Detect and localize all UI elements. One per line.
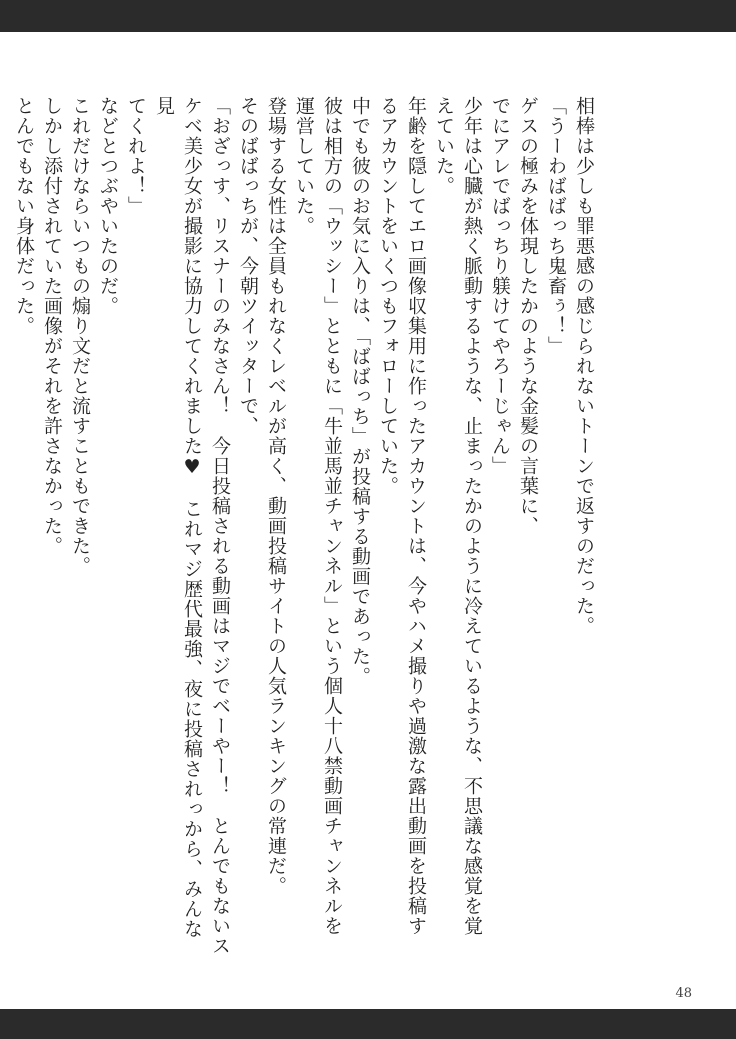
text-line: てくれよ！」 <box>125 96 147 216</box>
text-line: 登場する女性は全員もれなくレベルが高く、動画投稿サイトの人気ランキングの常連だ。 <box>265 96 287 896</box>
page-number: 48 <box>675 986 692 1001</box>
top-border-bar <box>0 0 736 32</box>
text-line: でにアレでばっちり躾けてやろーじゃん」 <box>489 96 511 476</box>
text-line: 相棒は少しも罪悪感の感じられないトーンで返すのだった。 <box>573 96 595 636</box>
text-line: 中でも彼のお気に入りは、「ばばっち」が投稿する動画であった。 <box>349 96 371 687</box>
text-line: 「おざっす、リスナーのみなさん！ 今日投稿される動画はマジでベーやー！ とんでもないス <box>209 96 231 956</box>
text-line: 少年は心臓が熱く脈動するような、止まったかのように冷えているような、不思議な感覚を覚 <box>461 96 483 936</box>
vertical-text-body <box>10 96 598 956</box>
bottom-border-bar <box>0 1009 736 1039</box>
text-line: 彼は相方の「ウッシー」とともに「牛並馬並チャンネル」という個人十八禁動画チャンネルを <box>321 96 343 936</box>
text-line: 運営していた。 <box>293 96 315 236</box>
text-line: ゲスの極みを体現したかのような金髪の言葉に、 <box>517 96 539 536</box>
text-line: 「うーわばばっち鬼畜ぅ！」 <box>545 96 567 356</box>
text-line: しかし添付されていた画像がそれを許さなかった。 <box>41 96 63 556</box>
text-line: とんでもない身体だった。 <box>13 96 35 336</box>
text-line: そのばばっちが、今朝ツイッターで、 <box>237 96 259 436</box>
text-line: 年齢を隠してエロ画像収集用に作ったアカウントは、今やハメ撮りや過激な露出動画を投稿す <box>405 96 427 936</box>
text-line: ケベ美少女が撮影に協力してくれました♥ これマジ歴代最強、夜に投稿されっから、みんな見 <box>153 96 203 939</box>
text-line: これだけならいつもの煽り文だと流すこともできた。 <box>69 96 91 576</box>
text-line: るアカウントをいくつもフォローしていた。 <box>377 96 399 496</box>
text-line: えていた。 <box>433 96 455 196</box>
text-line: などとつぶやいたのだ。 <box>97 96 119 316</box>
